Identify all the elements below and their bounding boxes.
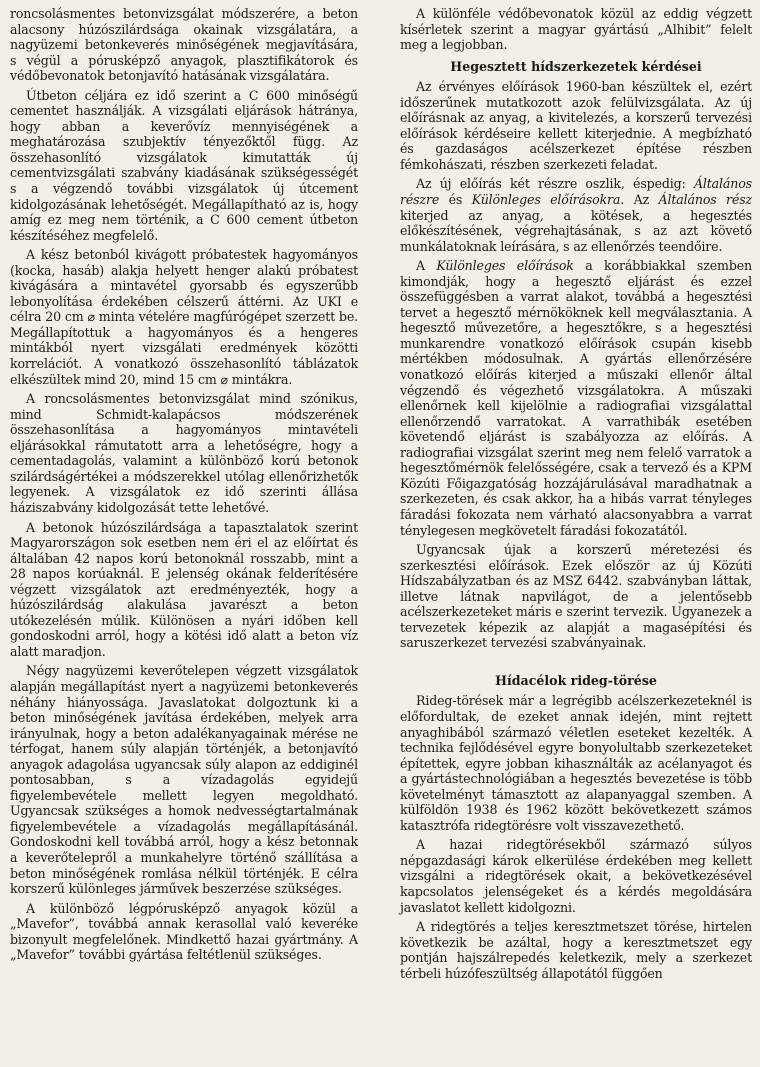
- emphasis: Általános részre: [400, 176, 752, 208]
- paragraph: A roncsolásmentes betonvizsgálat mind szónikus, mind Schmidt-kalapácsos módszerének összehasonlítása a hagyományos mintavételi eljárásokkal rámutatott arra a lehetőségre, hogy a cementadagolás, valamint a különböző korú betonok szilárdságértékei a módszerekkel utólag ellenőrizhetők legyenek. A vizsgálatok ez idő szerinti állása háziszabvány kidolgozását tette lehetővé.: [10, 391, 358, 515]
- right-column: [400, 6, 752, 985]
- text-run: . Az: [620, 192, 659, 208]
- paragraph: A ridegtörés a teljes keresztmetszet törése, hirtelen következik be azáltal, hogy a keresztmetszet egy pontján hajszálrepedés keletkezik, mely a szerkezet térbeli húzófeszültség állapotától függően: [400, 919, 752, 981]
- paragraph: Ugyancsak újak a korszerű méretezési és szerkesztési előírások. Ezek először az új Közúti Hídszabályzatban és az MSZ 6442. szabványban láttak, illetve látnak napvilágot, de a jelentősebb acélszerkezeteket máris e szerint tervezik. Ugyanezek a tervezetek képezik az alapját a magasépítési és saruszerkezet tervezési szabványainak.: [400, 542, 752, 651]
- paragraph: A különböző légpórusképző anyagok közül a „Mavefor”, továbbá annak kerasollal való keveréke bizonyult megfelelőnek. Mindkettő hazai gyártmány. A „Mavefor” további gyártása feltétlenül szükséges.: [10, 900, 358, 963]
- paragraph: A betonok húzószilárdsága a tapasztalatok szerint Magyarországon sok esetben nem éri el az előírtat és általában 42 napos korú betonoknál rosszabb, mint a 28 napos korúaknál. E jelenség okának felderítésére végzett vizsgálatok azt eredményezték, hogy a húzószilárdság alakulása javarészt a beton utókezelésén múlik. Különösen a nyári időben kell gondoskodni arról, hogy a kötési idő alatt a beton víz alatt maradjon.: [10, 519, 358, 659]
- emphasis: Különleges előírásokra: [471, 192, 621, 208]
- paragraph: Az érvényes előírások 1960-ban készültek el, ezért időszerűnek mutatkozott azok felülvizsgálata. Az új előírásnak az anyag, a kivitelezés, a korszerű tervezési előírások kérdéseire kellett kiterjednie. A megbízható és gazdaságos acélszerkezet építése részben fémkohászati, részben szerkezeti feladat.: [400, 79, 752, 172]
- paragraph: Rideg-törések már a legrégibb acélszerkezeteknél is előfordultak, de ezeket annak idején, mint rejtett anyaghibából származó véletlen eseteket kezelték. A technika fejlődésével egyre bonyolultabb szerkezeteket építettek, egyre jobban kihasználták az acélanyagot és a gyártástechnológiában a hegesztés bevezetése is több követelményt támasztott az alapanyaggal szemben. A külföldön 1938 és 1962 között bekövetkezett számos katasztrófa ridegtörésre volt visszavezethető.: [400, 693, 752, 833]
- paragraph: A hazai ridegtörésekből származó súlyos népgazdasági károk elkerülése érdekében meg kellett vizsgálni a ridegtörések okait, a bekövetkezésével kapcsolatos jelenségeket és a kérdés megoldására javaslatot kellett kidolgozni.: [400, 837, 752, 915]
- paragraph: Útbeton céljára ez idő szerint a C 600 minőségű cementet használják. A vizsgálati eljárások hátránya, hogy abban a keverővíz mennyiségének a meghatározása szubjektív tényezőktől függ. Az összehasonlító vizsgálatok kimutatták új cementvizsgálati szabvány kiadásának szükségességét s a végzendő további vizsgálatok új útcement kidolgozásának lehetőségét. Megállapítható az is, hogy amíg ez meg nem történik, a C 600 cement útbeton készítéséhez megfelelő.: [10, 87, 358, 243]
- left-column: [10, 6, 358, 967]
- emphasis: Különleges előírások: [436, 258, 574, 274]
- paragraph: A kész betonból kivágott próbatestek hagyományos (kocka, hasáb) alakja helyett henger alakú próbatest kivágására a mintavétel gyorsabb és egyszerűbb lebonyolítása érdekében célszerű áttérni. Az UKI e célra 20 cm ⌀ minta vételére magfúrógépet szerzett be. Megállapítottuk a hagyományos és a hengeres mintákból nyert vizsgálati eredmények közötti korrelációt. A vonatkozó összehasonlító táblázatok elkészültek mind 20, mind 15 cm ⌀ mintákra.: [10, 247, 358, 387]
- text-run: a korábbiakkal szemben kimondják, hogy a hegesztő eljárást és ezzel összefüggésben a varrat alakot, továbbá a hegesztési tervet a hegesztő mérnököknek kell megválasztania. A hegesztő művezetőre, a hegesztőkre, s a hegesztési munkarendre vonatkozó előírások csupán kisebb mértékben módosulnak. A gyártás ellenőrzésére vonatkozó előírás kiterjed a műszaki ellenőr által végzendő és végezhető vizsgálatokra. A műszaki ellenőrnek kell kijelölnie a radiografiai vizsgálattal ellenőrzendő varratokat. A varrathibák esetében követendő eljárást is szabályozza az előírás. A radiografiai vizsgálat szerint meg nem felelő varratok a hegesztőmérnök felelősségére, csak a tervező és a KPM Közúti Főigazgatóság hozzájárulásával maradhatnak a szerkezeten, és csak akkor, ha a hibás varrat tényleges fáradási fokozata nem várható alacsonyabbra a varrat ténylegesen megkövetelt fáradási fokozatától.: [400, 258, 752, 538]
- text-run: és: [439, 192, 472, 208]
- emphasis: Általános rész: [658, 192, 753, 208]
- section-heading: Hegesztett hídszerkezetek kérdései: [450, 58, 702, 74]
- paragraph: [400, 176, 752, 254]
- text-run: Az új előírás két részre oszlik, éspedig:: [416, 176, 694, 192]
- text-run: kiterjed az anyag, a kötések, a hegesztés előkészítésének, végrehajtásának, s az azt követő munkálatoknak leírására, s az ellenőrzés teendőire.: [400, 207, 752, 254]
- paragraph: roncsolásmentes betonvizsgálat módszerére, a beton alacsony húzószilárdsága okainak vizsgálatára, a nagyüzemi betonkeverés minőségének megjavítására, s végül a pórusképző anyagok, plasztifikátorok és védőbevonatok betonjavító hatásának vizsgálatára.: [10, 6, 358, 84]
- paragraph: [400, 258, 752, 538]
- paragraph: Négy nagyüzemi keverőtelepen végzett vizsgálatok alapján megállapítást nyert a nagyüzemi betonkeverés néhány hiányossága. Javaslatokat dolgoztunk ki a beton minőségének javítása érdekében, melyek arra irányulnak, hogy a beton adalékanyagainak mérése ne térfogat, hanem súly alapján történjék, a betonjavító anyagok adagolása ugyancsak súly alapon az eddiginél pontosabban, s a vízadagolás egyidejű figyelembevétele mellett legyen megoldható. Ugyancsak szükséges a homok nedvességtartalmának figyelembevétele a vízadagolás megállapításánál. Gondoskodni kell továbbá arról, hogy a kész betonnak a keverőtelepről a munkahelyre történő szállítása a beton minőségének romlása nélkül történjék. E célra korszerű különleges járművek beszerzése szükséges.: [10, 663, 358, 897]
- text-run: A: [416, 258, 437, 274]
- paragraph: A különféle védőbevonatok közül az eddig végzett kísérletek szerint a magyar gyártású „Alhibit” felelt meg a legjobban.: [400, 6, 752, 53]
- section-heading: Hídacélok rideg-törése: [495, 672, 657, 688]
